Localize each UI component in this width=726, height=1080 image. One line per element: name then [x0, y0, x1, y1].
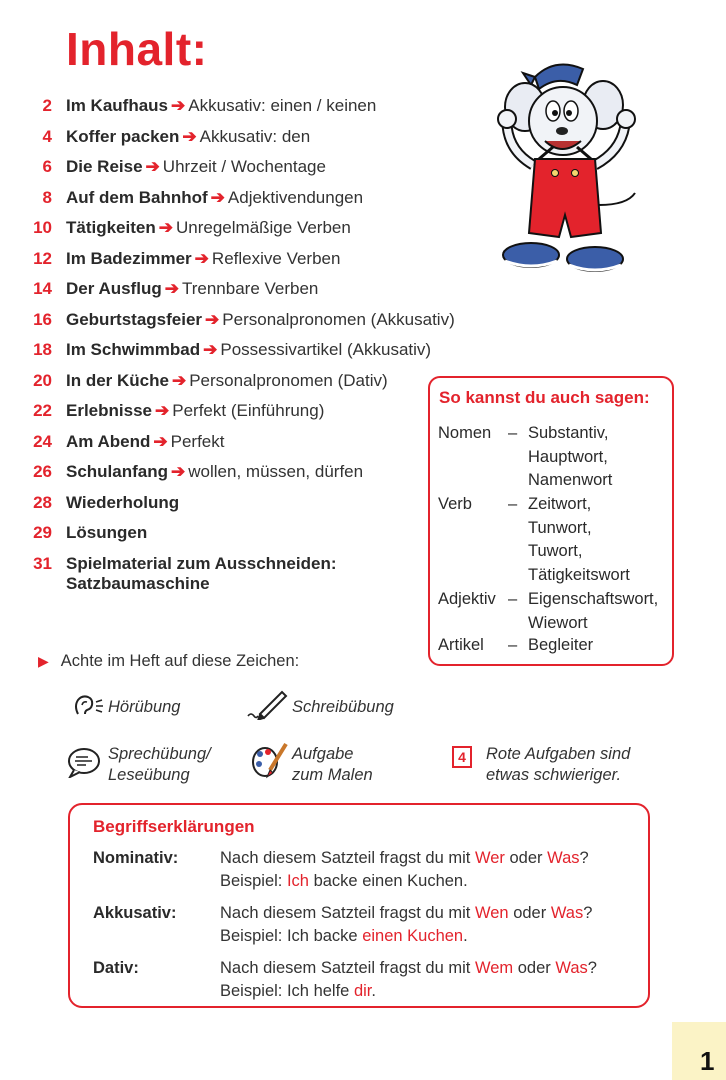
speech-bubble-icon: [66, 746, 104, 778]
synonym-word: Namenwort: [528, 471, 613, 489]
glossary-question-prefix: Nach diesem Satzteil fragst du mit: [220, 904, 471, 922]
glossary-question-word: Wer: [474, 849, 505, 867]
synonym-term: Artikel: [438, 636, 484, 654]
toc-row: [22, 340, 502, 371]
glossary-example-rest: .: [463, 927, 468, 945]
glossary-definition: Nach diesem Satzteil fragst du mit Wem oder Was? Beispiel: Ich helfe dir.: [220, 959, 597, 1000]
arrow-icon: ➔: [164, 279, 179, 298]
toc-topic: Lösungen: [66, 523, 148, 542]
legend-listening: Hörübung: [108, 698, 181, 716]
legend-red-tasks-line1: Rote Aufgaben sind: [486, 745, 631, 763]
toc-page-number: 28: [33, 492, 52, 512]
arrow-icon: ➔: [210, 187, 225, 207]
toc-page-number: 20: [33, 370, 52, 390]
toc-topic: Tätigkeiten: [66, 218, 156, 237]
arrow-icon: ➔: [145, 157, 160, 176]
arrow-icon: ➔: [182, 126, 197, 146]
glossary-question-word: Was: [550, 904, 584, 922]
toc-page-number: 14: [33, 279, 52, 298]
glossary-or: oder: [509, 849, 543, 867]
arrow-icon: ➔: [153, 431, 168, 451]
glossary-question-word: Was: [547, 849, 580, 867]
toc-page-number: 18: [33, 340, 52, 359]
glossary-question-word: Wem: [474, 959, 514, 977]
toc-grammar: Uhrzeit / Wochentage: [162, 157, 326, 176]
glossary-example-highlight: einen Kuchen: [362, 927, 464, 945]
synonym-term: Adjektiv: [438, 590, 496, 608]
glossary-example-start: Ich helfe: [286, 982, 350, 1000]
toc-grammar: Reflexive Verben: [211, 248, 341, 268]
glossary-example-start: Ich backe: [286, 927, 358, 945]
glossary-box: [68, 803, 650, 1008]
pen-icon: [246, 688, 290, 720]
toc-topic: Schulanfang: [66, 462, 169, 481]
synonym-word: Tätigkeitswort: [528, 565, 630, 584]
legend-painting-line1: Aufgabe: [292, 745, 354, 763]
legend-speaking-line2: Leseübung: [108, 766, 190, 784]
toc-page-number: 31: [33, 553, 52, 573]
legend-intro: [38, 652, 299, 671]
toc-grammar: Possessivartikel (Akkusativ): [220, 340, 432, 359]
toc-topic: Koffer packen: [66, 126, 180, 146]
toc-topic: Der Ausflug: [66, 279, 162, 298]
legend-painting: [292, 744, 373, 786]
toc-topic-line2: Satzbaumaschine: [66, 573, 210, 593]
synonym-dash: –: [508, 590, 518, 608]
toc-row: [22, 188, 502, 219]
arrow-icon: ➔: [203, 340, 218, 359]
page-number-tab: [672, 1022, 726, 1080]
toc-page-number: 6: [42, 157, 52, 176]
toc-grammar: Perfekt (Einführung): [172, 401, 325, 420]
toc-page-number: 24: [33, 431, 52, 451]
synonym-dash: –: [508, 424, 518, 442]
toc-topic: Im Schwimmbad: [66, 340, 201, 359]
toc-grammar: Trennbare Verben: [181, 279, 319, 298]
synonym-word: Tuwort,: [528, 542, 583, 560]
synonym-word: Zeitwort,: [528, 495, 592, 513]
toc-page-number: 12: [33, 248, 52, 268]
glossary-question-word: Was: [555, 959, 588, 977]
page-title: Inhalt:: [66, 23, 208, 75]
glossary-example-rest: backe einen Kuchen.: [313, 872, 468, 890]
legend-painting-line2: zum Malen: [292, 766, 373, 784]
legend-writing: Schreibübung: [292, 698, 394, 716]
toc-topic: Geburtstagsfeier: [66, 309, 203, 329]
arrow-icon: ➔: [205, 309, 220, 329]
triangle-bullet-icon: ▶: [38, 653, 49, 669]
toc-row: [22, 127, 502, 158]
arrow-icon: ➔: [171, 462, 186, 481]
glossary-example-rest: .: [371, 982, 376, 1000]
toc-topic: Die Reise: [66, 157, 143, 176]
glossary-question-prefix: Nach diesem Satzteil fragst du mit: [220, 959, 471, 977]
toc-row: [22, 157, 502, 188]
synonym-word: Wiewort: [528, 613, 588, 632]
glossary-definition: Nach diesem Satzteil fragst du mit Wer oder Was? Beispiel: Ich backe einen Kuchen.: [220, 849, 589, 890]
mouse-mascot: [495, 55, 640, 285]
paint-brush-icon: [250, 740, 290, 780]
synonym-dash: –: [508, 636, 518, 654]
arrow-icon: ➔: [155, 401, 170, 420]
toc-topic: In der Küche: [66, 370, 169, 390]
synonym-word: Tunwort,: [528, 518, 592, 537]
toc-grammar: Adjektivendungen: [227, 187, 364, 207]
toc-grammar: Akkusativ: den: [199, 126, 311, 146]
glossary-example-label: Beispiel:: [220, 872, 283, 890]
glossary-term: Dativ:: [93, 959, 139, 977]
legend-red-tasks: [486, 744, 630, 786]
toc-topic: Auf dem Bahnhof: [66, 187, 208, 207]
toc-grammar: Personalpronomen (Akkusativ): [222, 309, 455, 329]
toc-topic: Am Abend: [66, 431, 151, 451]
glossary-title: Begriffserklärungen: [93, 817, 255, 836]
toc-grammar: wollen, müssen, dürfen: [188, 462, 364, 481]
glossary-example-highlight: Ich: [286, 872, 309, 890]
legend-red-tasks-line2: etwas schwieriger.: [486, 766, 622, 784]
arrow-icon: ➔: [171, 96, 186, 115]
toc-row: [22, 310, 502, 341]
synonym-term: Nomen: [438, 424, 492, 442]
toc-row: [22, 96, 502, 127]
toc-row: [22, 249, 502, 280]
toc-topic: Wiederholung: [66, 492, 180, 512]
glossary-or: oder: [513, 904, 547, 922]
toc-page-number: 22: [33, 401, 52, 420]
arrow-icon: ➔: [194, 248, 209, 268]
glossary-question-prefix: Nach diesem Satzteil fragst du mit: [220, 849, 471, 867]
toc-page-number: 26: [33, 462, 52, 481]
glossary-term: Nominativ:: [93, 849, 179, 867]
toc-page-number: 29: [33, 523, 52, 542]
ear-icon: [72, 694, 106, 718]
toc-grammar: Personalpronomen (Dativ): [189, 370, 388, 390]
page-number: 1: [700, 1046, 715, 1076]
glossary-definition: Nach diesem Satzteil fragst du mit Wen oder Was? Beispiel: Ich backe einen Kuchen.: [220, 904, 593, 945]
toc-page-number: 8: [42, 187, 52, 207]
synonym-word: Substantiv,: [528, 424, 609, 442]
synonym-word: Eigenschaftswort,: [528, 590, 659, 608]
toc-page-number: 16: [33, 309, 52, 329]
glossary-or: oder: [517, 959, 551, 977]
toc-topic: Erlebnisse: [66, 401, 152, 420]
arrow-icon: ➔: [171, 370, 187, 390]
toc-grammar: Akkusativ: einen / keinen: [188, 96, 377, 115]
glossary-term: Akkusativ:: [93, 904, 177, 922]
synonym-box-title: So kannst du auch sagen:: [439, 388, 650, 407]
toc-topic: Spielmaterial zum Ausschneiden:: [66, 553, 337, 573]
toc-topic: Im Kaufhaus: [66, 96, 169, 115]
red-task-number-icon: 4: [452, 746, 472, 768]
glossary-example-highlight: dir: [353, 982, 372, 1000]
arrow-icon: ➔: [158, 218, 173, 237]
legend-intro-text: Achte im Heft auf diese Zeichen:: [60, 652, 300, 670]
glossary-question-word: Wen: [474, 904, 509, 922]
synonym-word: Begleiter: [528, 636, 594, 654]
toc-page-number: 2: [42, 96, 52, 115]
toc-page-number: 10: [33, 218, 52, 237]
synonym-term: Verb: [438, 495, 472, 513]
toc-row: [22, 279, 502, 310]
synonym-box: [428, 376, 674, 666]
toc-page-number: 4: [42, 126, 52, 146]
legend-speaking: [108, 744, 211, 786]
glossary-example-label: Beispiel:: [220, 927, 283, 945]
toc-topic: Im Badezimmer: [66, 248, 192, 268]
glossary-example-label: Beispiel:: [220, 982, 283, 1000]
synonym-dash: –: [508, 495, 518, 513]
toc-row: [22, 218, 502, 249]
legend-speaking-line1: Sprechübung/: [108, 745, 211, 763]
synonym-word: Hauptwort,: [528, 447, 608, 466]
toc-grammar: Perfekt: [170, 431, 225, 451]
toc-grammar: Unregelmäßige Verben: [176, 218, 351, 237]
